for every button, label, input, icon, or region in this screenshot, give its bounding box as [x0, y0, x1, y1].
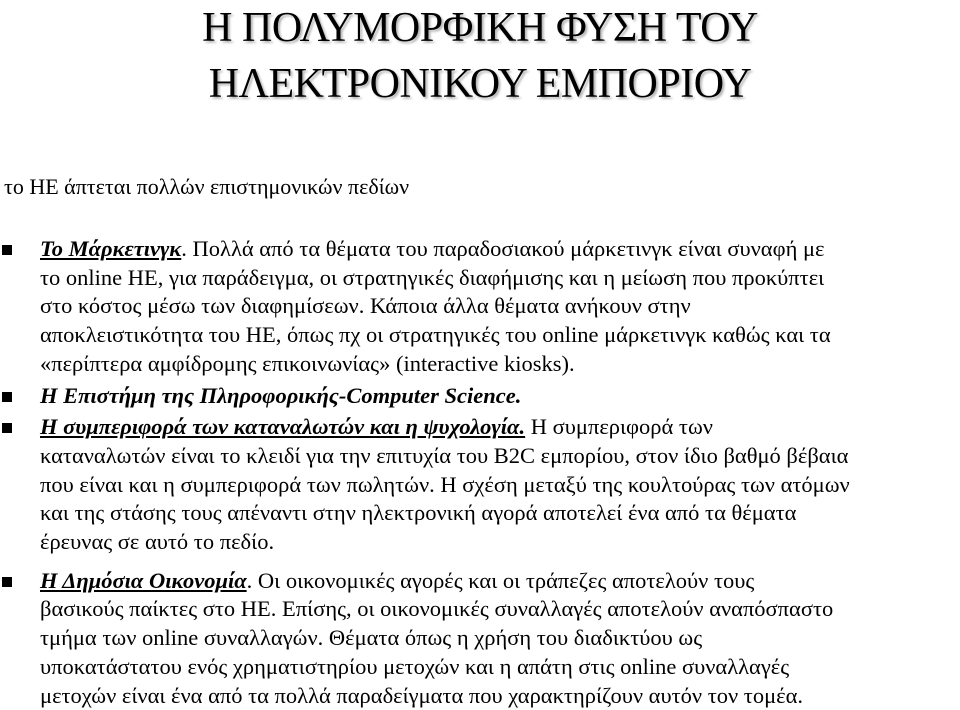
list-item-computer-science	[0, 382, 960, 411]
item-line	[40, 382, 954, 411]
item-line: έρευνας σε αυτό το πεδίο.	[40, 529, 275, 555]
item-lead: Το Μάρκετινγκ	[40, 236, 182, 261]
item-line: υποκατάστατου ενός χρηματιστηρίου μετοχών και η απάτη στις online συναλλαγές	[40, 653, 790, 679]
bullet-icon	[2, 392, 12, 402]
item-line: το online ΗΕ, για παράδειγμα, οι στρατηγικές διαφήμισης και η μείωση που προκύπτει	[40, 264, 825, 290]
item-line: που είναι και η συμπεριφορά των πωλητών. Η σχέση μεταξύ της κουλτούρας των ατόμων	[40, 471, 850, 497]
bullet-icon	[2, 577, 12, 587]
page-title	[0, 0, 960, 112]
item-line: και της στάσης τους απέναντι στην ηλεκτρονική αγορά αποτελεί ένα από τα θέματα	[40, 500, 797, 526]
title-line-2: ΗΛΕΚΤΡΟΝΙΚΟΥ ΕΜΠΟΡΙΟΥ	[208, 61, 752, 107]
item-line: αποκλειστικότητα του ΗΕ, όπως πχ οι στρατηγικές του online μάρκετινγκ καθώς και τα	[40, 322, 831, 348]
item-lead: Η Δημόσια Οικονομία	[40, 567, 247, 593]
item-line: βασικούς παίκτες στο ΗΕ. Επίσης, οι οικονομικές συναλλαγές αποτελούν αναπόσπαστο	[40, 596, 834, 622]
subtitle: το ΗΕ άπτεται πολλών επιστημονικών πεδίων	[4, 174, 410, 199]
item-text: Η συμπεριφορά των	[525, 414, 713, 440]
item-line: τμήμα των online συναλλαγών. Θέματα όπως η χρήση του διαδικτύου ως	[40, 625, 703, 651]
item-line: στο κόστος μέσω των διαφημίσεων. Κάποια άλλα θέματα ανήκουν στην	[40, 293, 691, 319]
item-line	[40, 235, 954, 264]
item-text: . Οι οικονομικές αγορές και οι τράπεζες αποτελούν τους	[246, 567, 755, 593]
item-line	[40, 567, 954, 596]
list-item-public-economics	[0, 567, 960, 710]
item-lead: Η συμπεριφορά των καταναλωτών και η ψυχολογία.	[40, 414, 526, 440]
title-line-1: Η ΠΟΛΥΜΟΡΦΙΚΗ ΦΥΣΗ ΤΟΥ	[202, 5, 758, 51]
item-line: μετοχών είναι ένα από τα πολλά παραδείγματα που χαρακτηρίζουν αυτόν τον τομέα.	[40, 682, 804, 708]
item-lead: Η Επιστήμη της Πληροφορικής-Computer Science.	[40, 382, 522, 408]
bullet-list	[0, 235, 960, 710]
item-line: «περίπτερα αμφίδρομης επικοινωνίας» (interactive kiosks).	[40, 350, 575, 376]
bullet-icon	[2, 245, 12, 255]
item-text: . Πολλά από τα θέματα του παραδοσιακού μάρκετινγκ είναι συναφή με	[181, 236, 825, 261]
list-item-consumer-behavior	[0, 413, 960, 557]
item-line: καταναλωτών είναι το κλειδί για την επιτυχία του B2C εμπορίου, στον ίδιο βαθμό βέβαια	[40, 442, 849, 468]
list-item-marketing	[0, 235, 960, 379]
bullet-icon	[2, 423, 12, 433]
item-line	[40, 413, 954, 442]
